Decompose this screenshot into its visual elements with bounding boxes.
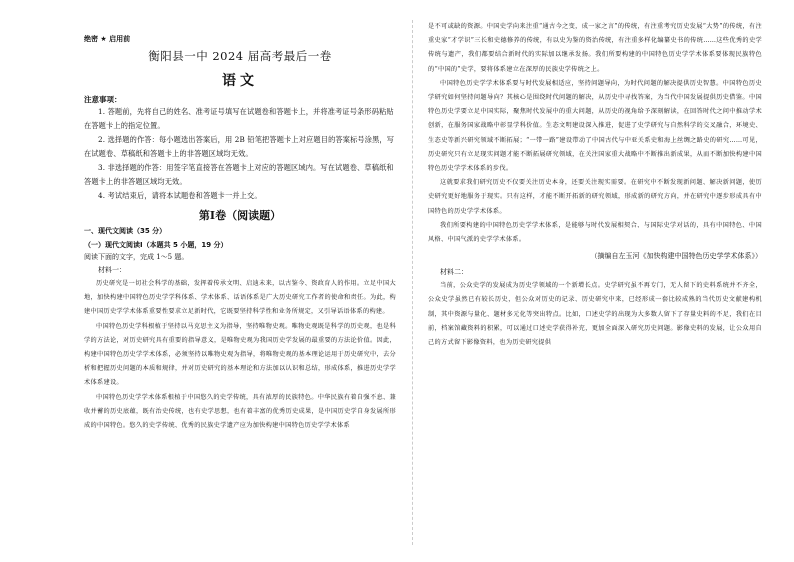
material-two-text xyxy=(428,279,762,350)
notice-item: 2. 选择题的作答：每小题选出答案后，用 2B 铅笔把答题卡上对应题目的答案标号涂黑，写在试题卷、草稿纸和答题卡上的非答题区域均无效。 xyxy=(84,135,395,158)
paragraph: 中国特色历史学学术体系根植于中国悠久的史学传统，具有浓厚的民族特色。中华民族有着自强不息、兼收并蓄的历史底蕴，既有治史传统，也有史学思想，也有着丰富的优秀历史成果，是中国历史学自身发展所形成的中国特色。悠久的史学传统、优秀的民族史学遗产应为加快构建中国特色历史学学术体系 xyxy=(84,393,396,430)
paragraph: 我们所要构建的中国特色历史学学术体系，是能够与时代发展相契合、与国际史学对话的，具有中国特色、中国风格、中国气派的史学学术体系。 xyxy=(428,221,762,244)
paragraph: 历史研究是一切社会科学的基础，发挥着传承文明、启迪未来，以古鉴今、资政育人的作用。立足中国大地，加快构建中国特色历史学学科体系、学术体系、话语体系是广大历史研究工作者的使命和责任。为此，构建中国历史学学术体系重要性要求立足新时代，它既要坚持科学性和业务所规定，又引导话语体系的构建。 xyxy=(84,280,396,316)
paragraph: 这就要求我们研究历史不仅要关注历史本身，还要关注现实需要。在研究中不断发现新问题、解决新问题，使历史研究更好地服务于现实。只有这样，才能不断开拓新的研究领域，形成新的研究方向，并在研究中逐步形成具有中国特色的历史学学术体系。 xyxy=(428,179,762,215)
paragraph: 当前，公众史学的发展成为历史学领域的一个新增长点。史学研究虽不再专门，无人留下的史料系统并不齐全，公众史学虽然已有较长历史，但公众对历史的记录、历史研究中来，已经形成一套比较成熟的当代历史文献建构机制，其中资源与量化、题材多元化等突出特点。比如，口述史学的出现为大多数人留下了存量史料的不足，我们在目前，档案馆藏资料的积累，可以通过口述史学获得补充，更加全面深入研究历史问题。影像史料的发展，让公众用自己的方式留下影像资料，也为历史研究提供 xyxy=(428,282,762,347)
notice-item: 4. 考试结束后，请将本试题卷和答题卡一并上交。 xyxy=(98,191,262,200)
subject-title: 语文 xyxy=(222,73,258,89)
paragraph: 中国特色历史学科根植于坚持以马克思主义为指导，坚持唯物史观。唯物史观既是科学的历史观，也是科学的方法论，对历史研究具有重要的指导意义，是唯物史观为我国历史学发展的最重要的方法论价值。因此，构建中国特色历史学学术体系，必须坚持以唯物史观为指导，将唯物史观的基本理论运用于历史研究中，去分析和把握历史问题的本质和规律，并对历史研究的基本理论和方法加以认识和总结，形成体系，推进历史学学术体系建设。 xyxy=(84,322,396,387)
material-one-text xyxy=(84,277,396,433)
column-divider xyxy=(412,20,413,545)
material-one-continued xyxy=(428,20,762,247)
exam-title: 衡阳县一中 2024 届高考最后一卷 xyxy=(148,49,332,63)
reading-instruction: 阅读下面的文字，完成 1～5 题。 xyxy=(84,253,189,261)
left-column xyxy=(84,20,396,433)
part-title: 第Ⅰ卷（阅读题） xyxy=(198,209,282,222)
notice-list xyxy=(84,105,396,203)
subsection-heading: （一）现代文阅读Ⅰ（本题共 5 小题，19 分） xyxy=(84,241,228,249)
paragraph: 是不可或缺的资源。中国史学向来注重“通古今之变，成一家之言”的传统，有注重考究历史发展“大势”的传统，有注重史家“才学识”三长和史德修养的传统，有以史为鉴的资治传统，有注重多样化编纂史书的传统……这些优秀的史学传统与遗产，我们都要结合新时代的实际加以继承发扬。我们所要构建的中国特色历史学学术体系要体现民族特色的“中国的”史学，要将体系建立在深厚的民族史学传统之上。 xyxy=(428,23,762,73)
source-citation: （摘编自左玉河《加快构建中国特色历史学学术体系》） xyxy=(590,252,762,261)
material-one-label: 材料一： xyxy=(98,266,126,274)
paragraph: 中国特色历史学学术体系要与时代发展相适应，坚持问题导向，为时代问题的解决提供历史智慧。中国特色历史学研究如何坚持问题导向？其核心是围绕时代问题的解决，从历史中寻找答案，为当代中国发展提供历史借鉴。中国特色历史学要立足中国实际，聚焦时代发展中的重大问题，从历史的视角给予深刻解读，在回答时代之问中推动学术创新，在服务国家战略中彰显学科价值。生态文明建设深入推进，促进了史学研究与自然科学的交叉融合，环境史、生态史等新兴研究领域不断拓展；“一带一路”建设带动了中国古代与中亚关系史和海上丝绸之路史的研究……可见，历史研究只有立足现实问题才能不断拓展研究领域，在关注国家重大战略中不断推出新成果，从而不断加快构建中国特色历史学学术体系的步伐。 xyxy=(428,79,762,173)
secret-mark: 绝密 ★ 启用前 xyxy=(84,35,131,43)
notice-item: 1. 答题前，先将自己的姓名、准考证号填写在试题卷和答题卡上，并将准考证号条形码粘贴在答题卡上的指定位置。 xyxy=(84,107,394,130)
notice-heading: 注意事项： xyxy=(84,95,122,104)
notice-item: 3. 非选择题的作答：用签字笔直接答在答题卡上对应的答题区域内。写在试题卷、草稿纸和答题卡上的非答题区域均无效。 xyxy=(84,163,394,186)
section-heading: 一、现代文阅读（35 分） xyxy=(84,227,167,235)
right-column xyxy=(428,20,762,350)
material-two-label: 材料二： xyxy=(440,268,468,277)
